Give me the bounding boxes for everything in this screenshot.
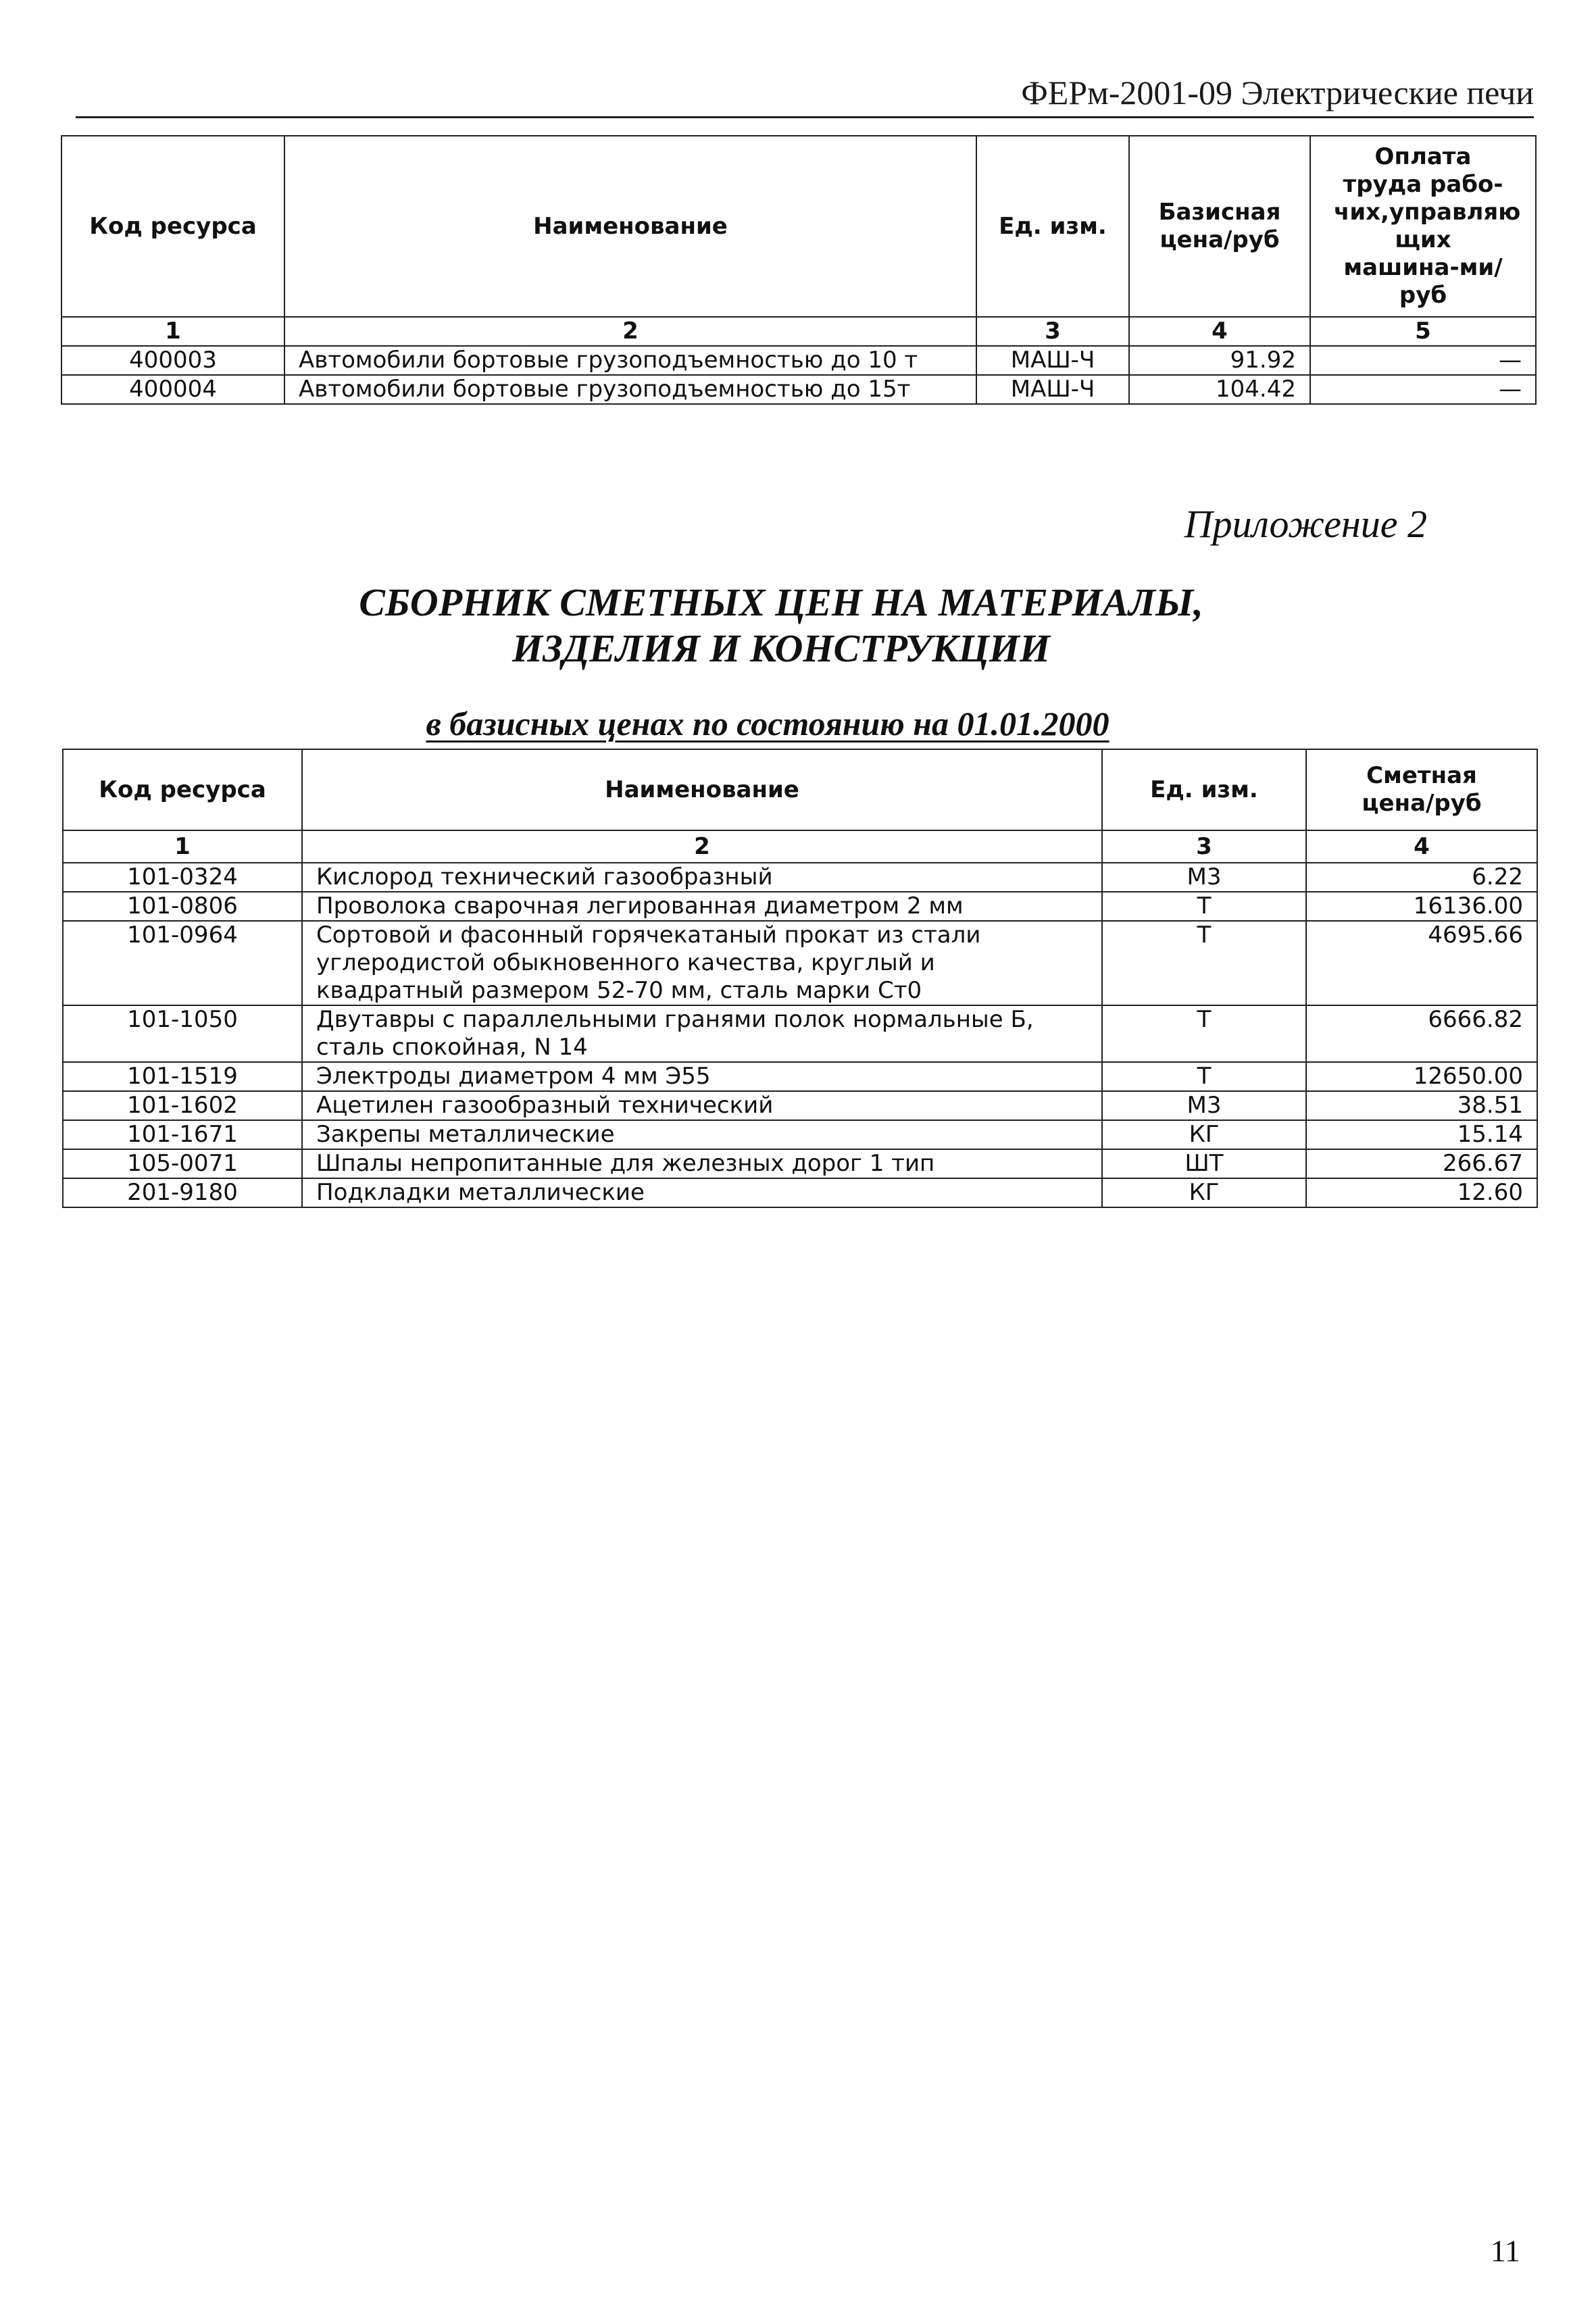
resource-unit: Т (1102, 1062, 1306, 1091)
appendix-label: Приложение 2 (1184, 502, 1427, 546)
col-header-code: Код ресурса (63, 749, 302, 830)
table-row (63, 892, 1537, 921)
resource-price: 266.67 (1306, 1149, 1537, 1178)
resource-labor: — (1310, 346, 1536, 375)
resource-unit: Т (1102, 892, 1306, 921)
col-header-price: Сметная цена/руб (1306, 749, 1537, 830)
collection-title (0, 580, 1596, 672)
resource-unit: Т (1102, 921, 1306, 1005)
resource-name: Проволока сварочная легированная диаметром 2 мм (302, 892, 1102, 921)
col-header-code: Код ресурса (61, 136, 284, 317)
col-number: 4 (1129, 317, 1310, 346)
col-number: 5 (1310, 317, 1536, 346)
resource-code: 101-1671 (63, 1120, 302, 1149)
col-number: 3 (976, 317, 1129, 346)
table-row (61, 346, 1536, 375)
resource-code: 101-0806 (63, 892, 302, 921)
col-header-labor: Оплата труда рабо-чих,управляю щих машина-ми/руб (1310, 136, 1536, 317)
table-row (63, 1005, 1537, 1062)
header-rule (76, 116, 1534, 118)
resource-code: 101-1602 (63, 1091, 302, 1120)
col-number: 3 (1102, 830, 1306, 863)
resource-name: Двутавры с параллельными гранями полок нормальные Б, сталь спокойная, N 14 (302, 1005, 1102, 1062)
resource-code: 101-0964 (63, 921, 302, 1005)
resource-code: 101-1519 (63, 1062, 302, 1091)
resource-name: Сортовой и фасонный горячекатаный прокат из стали углеродистой обыкновенного качества, круглый и квадратный размером 52-70 мм, сталь марки Ст0 (302, 921, 1102, 1005)
resource-price: 38.51 (1306, 1091, 1537, 1120)
table-row (63, 1149, 1537, 1178)
resource-name: Автомобили бортовые грузоподъемностью до 15т (284, 375, 976, 404)
col-header-price: Базисная цена/руб (1129, 136, 1310, 317)
col-header-unit: Ед. изм. (1102, 749, 1306, 830)
resource-labor: — (1310, 375, 1536, 404)
resource-unit: Т (1102, 1005, 1306, 1062)
resource-price: 6.22 (1306, 863, 1537, 892)
col-number: 1 (61, 317, 284, 346)
machines-number-row (61, 317, 1536, 346)
machines-table (61, 135, 1537, 405)
machines-header-row (61, 136, 1536, 317)
table-row (63, 1120, 1537, 1149)
collection-subtitle-text: в базисных ценах по состоянию на 01.01.2000 (426, 705, 1109, 743)
resource-code: 101-0324 (63, 863, 302, 892)
col-number: 2 (302, 830, 1102, 863)
resource-code: 105-0071 (63, 1149, 302, 1178)
resource-price: 12650.00 (1306, 1062, 1537, 1091)
resource-price: 6666.82 (1306, 1005, 1537, 1062)
resource-price: 91.92 (1129, 346, 1310, 375)
resource-name: Подкладки металлические (302, 1178, 1102, 1207)
col-number: 4 (1306, 830, 1537, 863)
resource-unit: МАШ-Ч (976, 346, 1129, 375)
resource-price: 12.60 (1306, 1178, 1537, 1207)
resource-price: 15.14 (1306, 1120, 1537, 1149)
resource-name: Электроды диаметром 4 мм Э55 (302, 1062, 1102, 1091)
table-row (63, 1091, 1537, 1120)
running-header: ФЕРм-2001-09 Электрические печи (1021, 74, 1534, 111)
resource-unit: КГ (1102, 1120, 1306, 1149)
collection-title-line-2: ИЗДЕЛИЯ И КОНСТРУКЦИИ (512, 626, 1050, 670)
col-header-name: Наименование (302, 749, 1102, 830)
page-number: 11 (1490, 2234, 1520, 2268)
materials-header-row (63, 749, 1537, 830)
resource-name: Шпалы непропитанные для железных дорог 1 тип (302, 1149, 1102, 1178)
table-row (63, 1062, 1537, 1091)
resource-name: Автомобили бортовые грузоподъемностью до 10 т (284, 346, 976, 375)
resource-price: 16136.00 (1306, 892, 1537, 921)
resource-name: Кислород технический газообразный (302, 863, 1102, 892)
collection-subtitle (0, 704, 1596, 743)
table-row (61, 375, 1536, 404)
resource-name: Ацетилен газообразный технический (302, 1091, 1102, 1120)
resource-price: 4695.66 (1306, 921, 1537, 1005)
table-row (63, 863, 1537, 892)
col-header-unit: Ед. изм. (976, 136, 1129, 317)
col-number: 1 (63, 830, 302, 863)
table-row (63, 921, 1537, 1005)
resource-name: Закрепы металлические (302, 1120, 1102, 1149)
resource-unit: М3 (1102, 1091, 1306, 1120)
resource-unit: МАШ-Ч (976, 375, 1129, 404)
resource-code: 400004 (61, 375, 284, 404)
materials-table (62, 749, 1538, 1208)
resource-code: 400003 (61, 346, 284, 375)
resource-unit: М3 (1102, 863, 1306, 892)
col-header-name: Наименование (284, 136, 976, 317)
resource-unit: КГ (1102, 1178, 1306, 1207)
resource-price: 104.42 (1129, 375, 1310, 404)
resource-code: 201-9180 (63, 1178, 302, 1207)
resource-code: 101-1050 (63, 1005, 302, 1062)
table-row (63, 1178, 1537, 1207)
resource-unit: ШТ (1102, 1149, 1306, 1178)
materials-number-row (63, 830, 1537, 863)
col-number: 2 (284, 317, 976, 346)
collection-title-line-1: СБОРНИК СМЕТНЫХ ЦЕН НА МАТЕРИАЛЫ, (359, 580, 1203, 624)
